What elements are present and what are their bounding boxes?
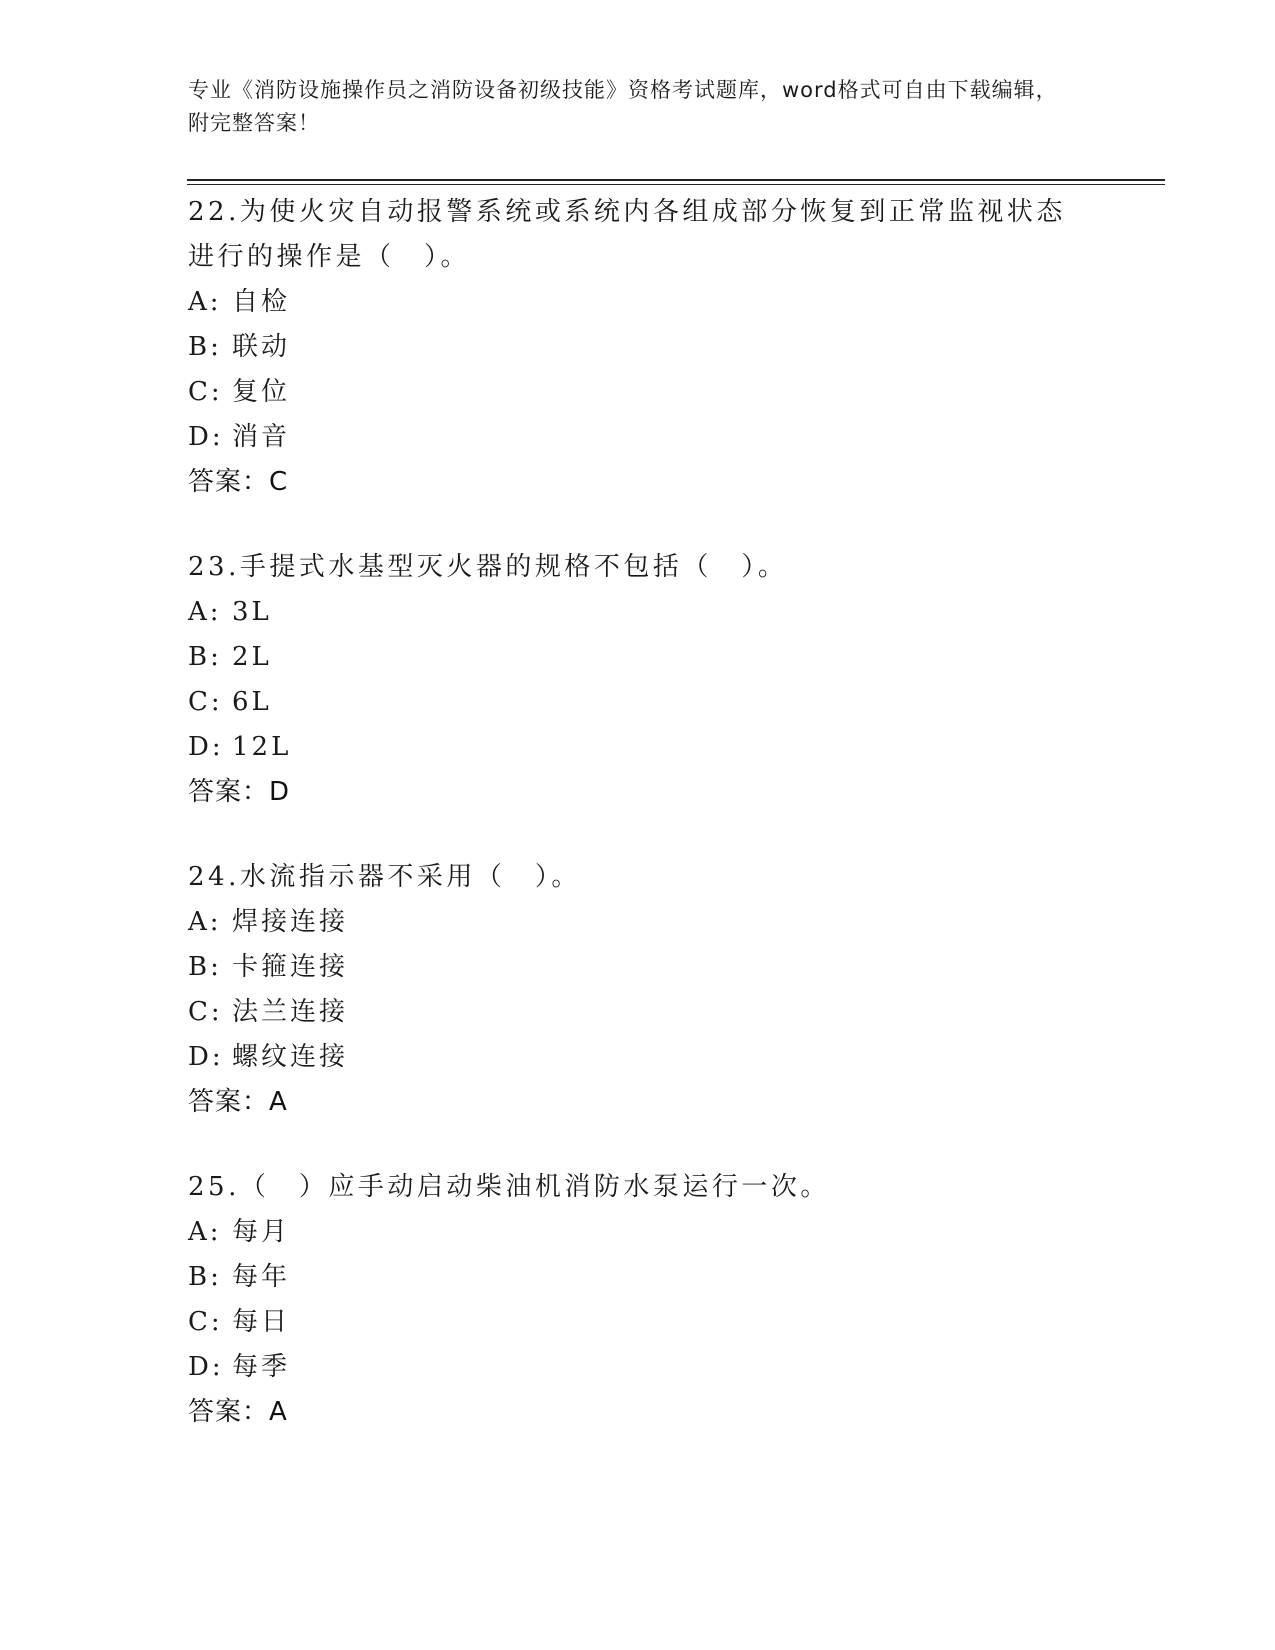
option-d bbox=[188, 1035, 1088, 1080]
option-b bbox=[188, 1255, 1088, 1300]
question-24 bbox=[188, 853, 1088, 1125]
document-header: 专业《消防设施操作员之消防设备初级技能》资格考试题库，word格式可自由下载编辑，附完整答案！ bbox=[188, 78, 1058, 135]
option-a bbox=[188, 900, 1088, 945]
option-a bbox=[188, 280, 1088, 325]
option-value: 焊接连接 bbox=[232, 907, 349, 937]
option-a bbox=[188, 1210, 1088, 1255]
option-c bbox=[188, 370, 1088, 415]
answer-text: 答案：D bbox=[188, 777, 291, 807]
answer-text: 答案：C bbox=[188, 467, 289, 497]
option-value: 3L bbox=[232, 597, 272, 627]
option-key: B: bbox=[188, 332, 222, 362]
option-key: A: bbox=[188, 907, 222, 937]
option-value: 联动 bbox=[232, 332, 291, 362]
option-value: 法兰连接 bbox=[232, 997, 349, 1027]
question-text: 22.为使火灾自动报警系统或系统内各组成部分恢复到正常监视状态进行的操作是（ ）。 bbox=[188, 197, 1066, 272]
option-b bbox=[188, 325, 1088, 370]
question-23 bbox=[188, 543, 1088, 815]
option-value: 螺纹连接 bbox=[232, 1042, 349, 1072]
option-value: 自检 bbox=[232, 287, 291, 317]
question-text: 23.手提式水基型灭火器的规格不包括（ ）。 bbox=[188, 552, 788, 582]
option-key: B: bbox=[188, 1262, 222, 1292]
option-b bbox=[188, 635, 1088, 680]
option-key: C: bbox=[188, 377, 223, 407]
header-divider-thick bbox=[187, 179, 1165, 181]
answer-text: 答案：A bbox=[188, 1087, 288, 1117]
option-key: C: bbox=[188, 997, 223, 1027]
option-value: 6L bbox=[232, 687, 272, 717]
option-c bbox=[188, 990, 1088, 1035]
answer-text: 答案：A bbox=[188, 1397, 288, 1427]
question-text: 25.（ ）应手动启动柴油机消防水泵运行一次。 bbox=[188, 1172, 830, 1202]
option-value: 卡箍连接 bbox=[232, 952, 349, 982]
question-list bbox=[188, 188, 1088, 1473]
option-d bbox=[188, 725, 1088, 770]
option-b bbox=[188, 945, 1088, 990]
option-key: D: bbox=[188, 732, 224, 762]
option-value: 每季 bbox=[232, 1352, 291, 1382]
option-c bbox=[188, 1300, 1088, 1345]
option-value: 消音 bbox=[232, 422, 291, 452]
option-key: A: bbox=[188, 287, 222, 317]
option-c bbox=[188, 680, 1088, 725]
option-key: C: bbox=[188, 687, 223, 717]
header-divider-thin bbox=[187, 184, 1165, 185]
option-a bbox=[188, 590, 1088, 635]
option-value: 12L bbox=[232, 732, 292, 762]
option-value: 每日 bbox=[232, 1307, 291, 1337]
option-key: D: bbox=[188, 1352, 224, 1382]
option-d bbox=[188, 415, 1088, 460]
option-value: 每年 bbox=[232, 1262, 291, 1292]
option-key: D: bbox=[188, 1042, 224, 1072]
option-key: C: bbox=[188, 1307, 223, 1337]
option-value: 2L bbox=[232, 642, 272, 672]
option-key: B: bbox=[188, 952, 222, 982]
question-22 bbox=[188, 188, 1088, 505]
question-text: 24.水流指示器不采用（ ）。 bbox=[188, 862, 581, 892]
option-d bbox=[188, 1345, 1088, 1390]
option-key: A: bbox=[188, 597, 222, 627]
option-value: 复位 bbox=[232, 377, 291, 407]
option-key: D: bbox=[188, 422, 224, 452]
option-key: A: bbox=[188, 1217, 222, 1247]
option-key: B: bbox=[188, 642, 222, 672]
question-25 bbox=[188, 1163, 1088, 1435]
option-value: 每月 bbox=[232, 1217, 291, 1247]
